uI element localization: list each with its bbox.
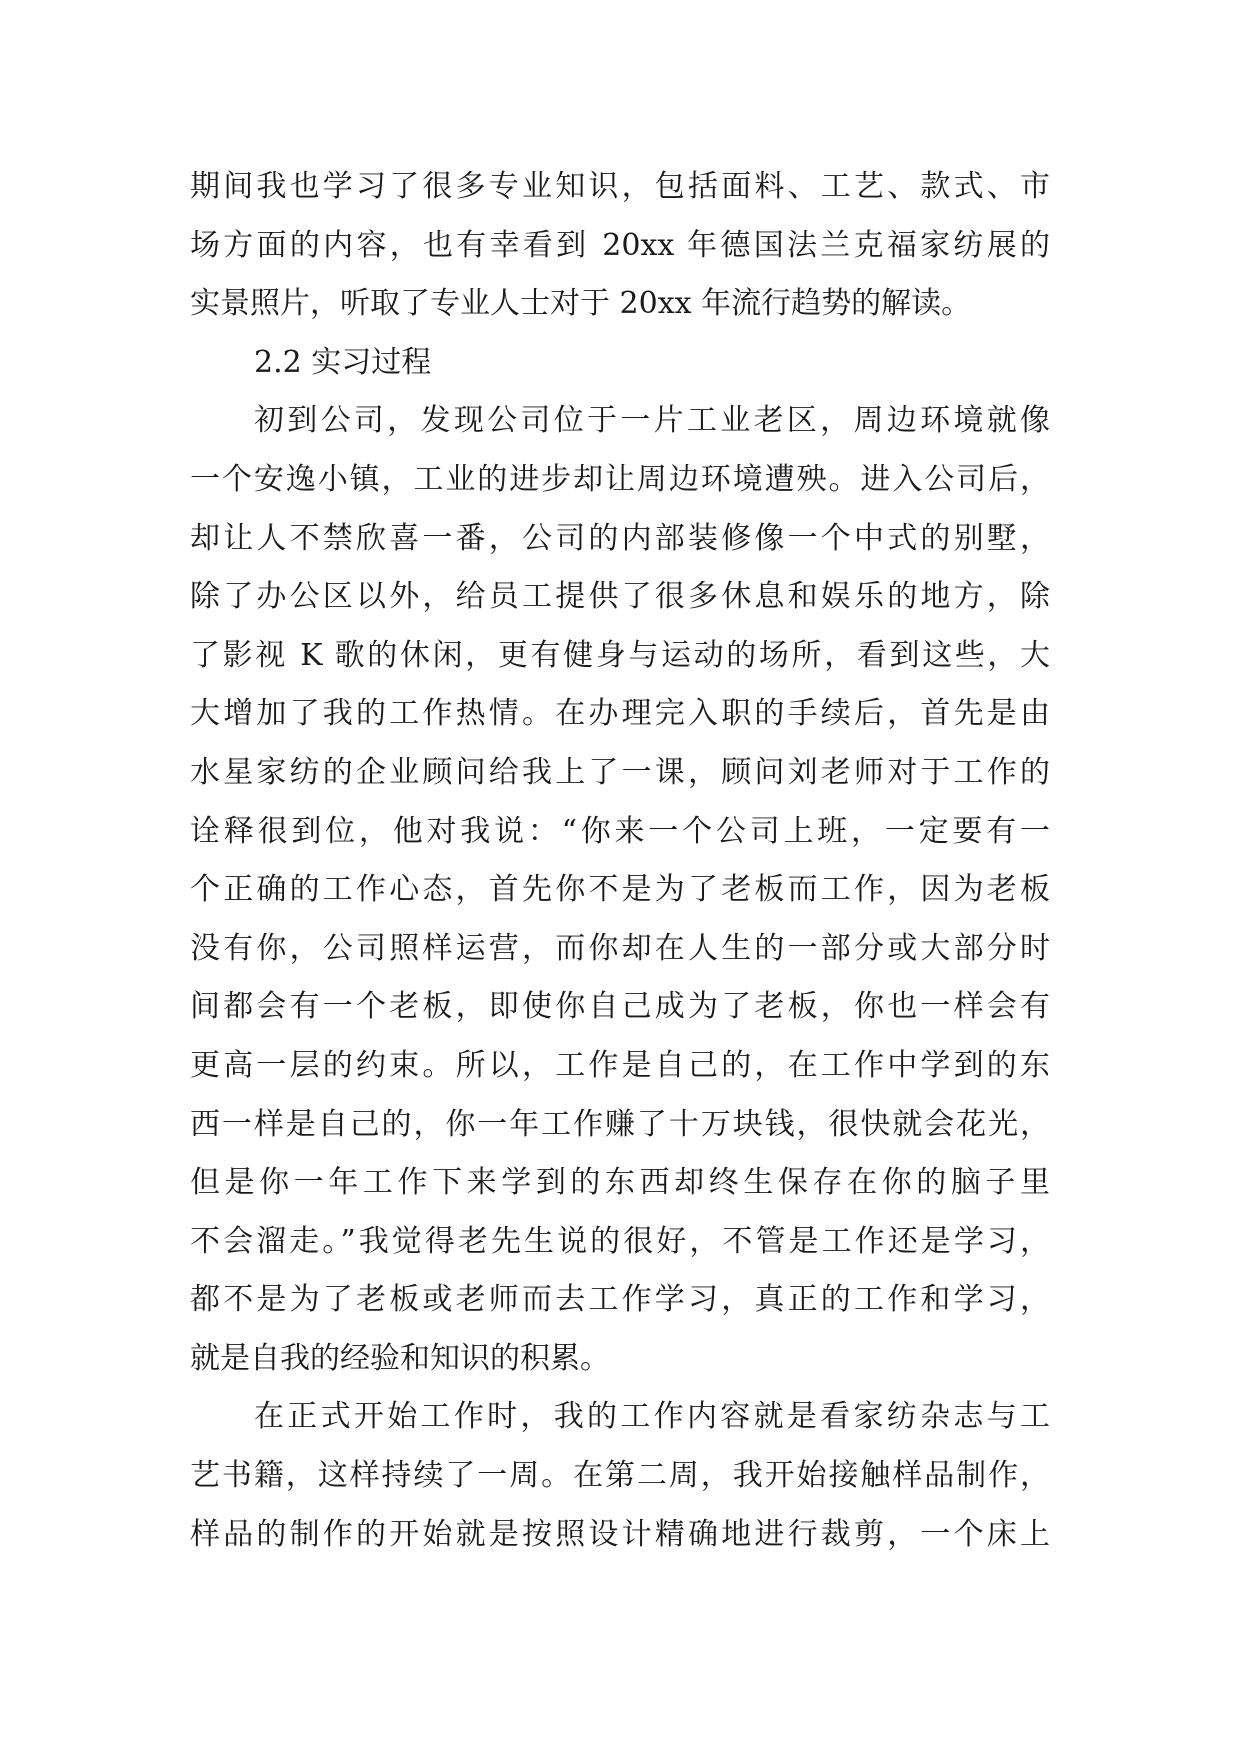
text-line: 个正确的工作心态，首先你不是为了老板而工作，因为老板 (190, 872, 1050, 908)
text-line: 初到公司，发现公司位于一片工业老区，周边环境就像 (254, 403, 1050, 439)
text-line: 在正式开始工作时，我的工作内容就是看家纺杂志与工 (254, 1399, 1050, 1435)
text-line: 样品的制作的开始就是按照设计精确地进行裁剪，一个床上 (190, 1516, 1050, 1552)
text-line: 诠释很到位，他对我说：“你来一个公司上班，一定要有一 (190, 813, 1050, 849)
text-line: 大增加了我的工作热情。在办理完入职的手续后，首先是由 (190, 696, 1050, 732)
text-line: 都不是为了老板或老师而去工作学习，真正的工作和学习， (190, 1282, 1050, 1318)
body-text (190, 158, 1050, 1564)
text-line: 期间我也学习了很多专业知识，包括面料、工艺、款式、市 (190, 169, 1050, 204)
text-line: 除了办公区以外，给员工提供了很多休息和娱乐的地方，除 (190, 579, 1050, 615)
text-line: 西一样是自己的，你一年工作赚了十万块钱，很快就会花光， (190, 1106, 1050, 1142)
text-line: 一个安逸小镇，工业的进步却让周边环境遭殃。进入公司后， (190, 461, 1050, 497)
text-line: 但是你一年工作下来学到的东西却终生保存在你的脑子里 (190, 1165, 1050, 1201)
text-line: 更高一层的约束。所以，工作是自己的，在工作中学到的东 (190, 1047, 1050, 1083)
text-line: 却让人不禁欣喜一番，公司的内部装修像一个中式的别墅， (190, 520, 1050, 556)
text-line: 间都会有一个老板，即使你自己成为了老板，你也一样会有 (190, 989, 1050, 1025)
text-line: 实景照片，听取了专业人士对于 20xx 年流行趋势的解读。 (190, 286, 972, 322)
text-line: 不会溜走。”我觉得老先生说的很好，不管是工作还是学习， (190, 1223, 1050, 1259)
text-line: 没有你，公司照样运营，而你却在人生的一部分或大部分时 (190, 930, 1050, 966)
text-line: 水星家纺的企业顾问给我上了一课，顾问刘老师对于工作的 (190, 754, 1050, 790)
text-line: 就是自我的经验和知识的积累。 (190, 1340, 610, 1376)
text-line: 场方面的内容，也有幸看到 20xx 年德国法兰克福家纺展的 (190, 227, 1050, 263)
text-line: 艺书籍，这样持续了一周。在第二周，我开始接触样品制作， (190, 1458, 1050, 1494)
text-line: 了影视 K 歌的休闲，更有健身与运动的场所，看到这些，大 (190, 637, 1050, 673)
section-heading: 2.2 实习过程 (254, 344, 432, 380)
